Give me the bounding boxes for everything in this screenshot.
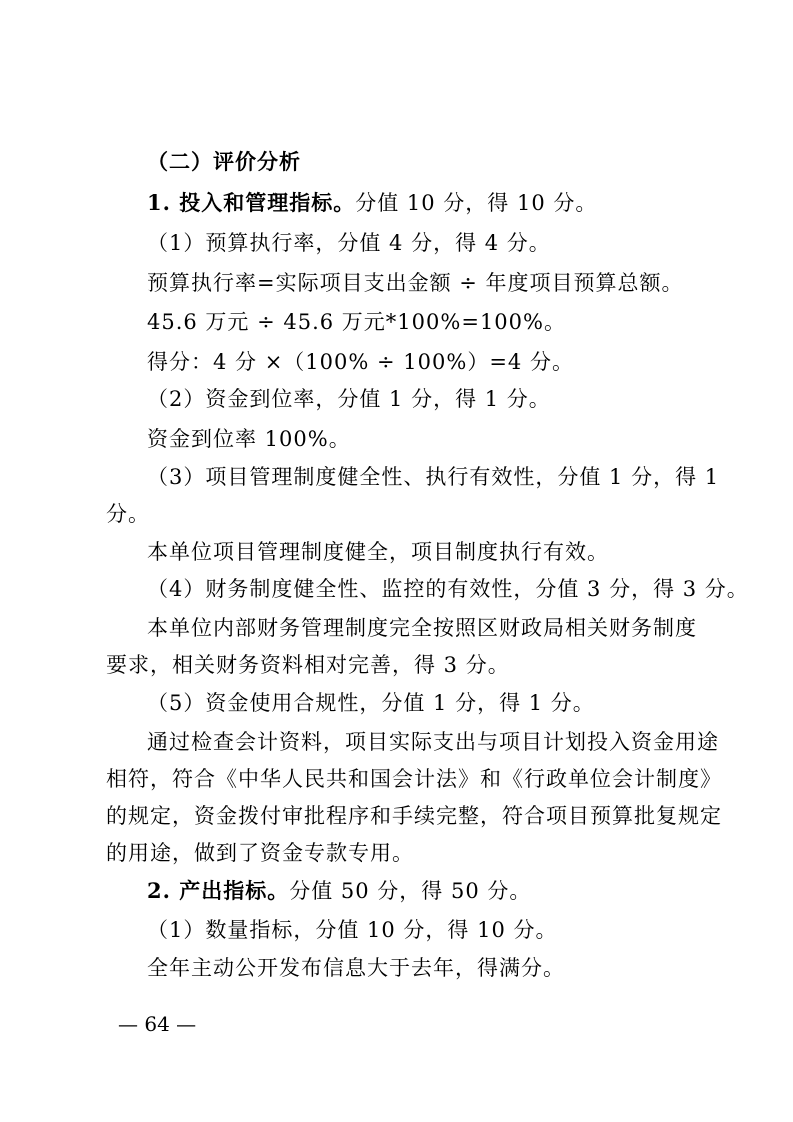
item1-heading: 1. 投入和管理指标。 — [147, 190, 356, 215]
sub4-heading: （4）财务制度健全性、监控的有效性，分值 3 分，得 3 分。 — [147, 577, 749, 601]
item2-score: 分值 50 分，得 50 分。 — [289, 879, 532, 903]
sub2-1-heading: （1）数量指标，分值 10 分，得 10 分。 — [147, 918, 558, 942]
formula-text: 预算执行率=实际项目支出金额 ÷ 年度项目预算总额。 — [147, 271, 684, 295]
sub2-heading: （2）资金到位率，分值 1 分，得 1 分。 — [147, 387, 551, 411]
sub4-text-line1: 本单位内部财务管理制度完全按照区财政局相关财务制度 — [147, 616, 697, 640]
sub5-text-line4: 的用途，做到了资金专款专用。 — [106, 841, 414, 865]
score-calc-text: 得分：4 分 ×（100% ÷ 100%）=4 分。 — [147, 350, 574, 374]
calc-text: 45.6 万元 ÷ 45.6 万元*100%=100%。 — [147, 310, 566, 334]
section-heading: （二）评价分析 — [147, 149, 301, 174]
sub5-heading: （5）资金使用合规性，分值 1 分，得 1 分。 — [147, 691, 595, 715]
item1-score: 分值 10 分，得 10 分。 — [355, 191, 598, 215]
item1-line — [0, 188, 793, 218]
sub3-heading-line2: 分。 — [106, 502, 150, 526]
item2-heading: 2. 产出指标。 — [147, 878, 290, 903]
sub1-heading: （1）预算执行率，分值 4 分，得 4 分。 — [147, 231, 551, 255]
page-number: — 64 — — [118, 1012, 197, 1036]
sub2-1-text: 全年主动公开发布信息大于去年，得满分。 — [147, 956, 565, 980]
sub5-text-line1: 通过检查会计资料，项目实际支出与项目计划投入资金用途 — [147, 730, 719, 754]
item2-line — [0, 876, 793, 906]
sub5-text-line2: 相符，符合《中华人民共和国会计法》和《行政单位会计制度》 — [106, 767, 722, 791]
sub4-text-line2: 要求，相关财务资料相对完善，得 3 分。 — [106, 653, 510, 677]
sub3-heading-line1: （3）项目管理制度健全性、执行有效性，分值 1 分，得 1 — [147, 465, 720, 489]
sub3-text: 本单位项目管理制度健全，项目制度执行有效。 — [147, 540, 609, 564]
sub5-text-line3: 的规定，资金拨付审批程序和手续完整，符合项目预算批复规定 — [106, 804, 722, 828]
sub2-text: 资金到位率 100%。 — [147, 427, 351, 451]
